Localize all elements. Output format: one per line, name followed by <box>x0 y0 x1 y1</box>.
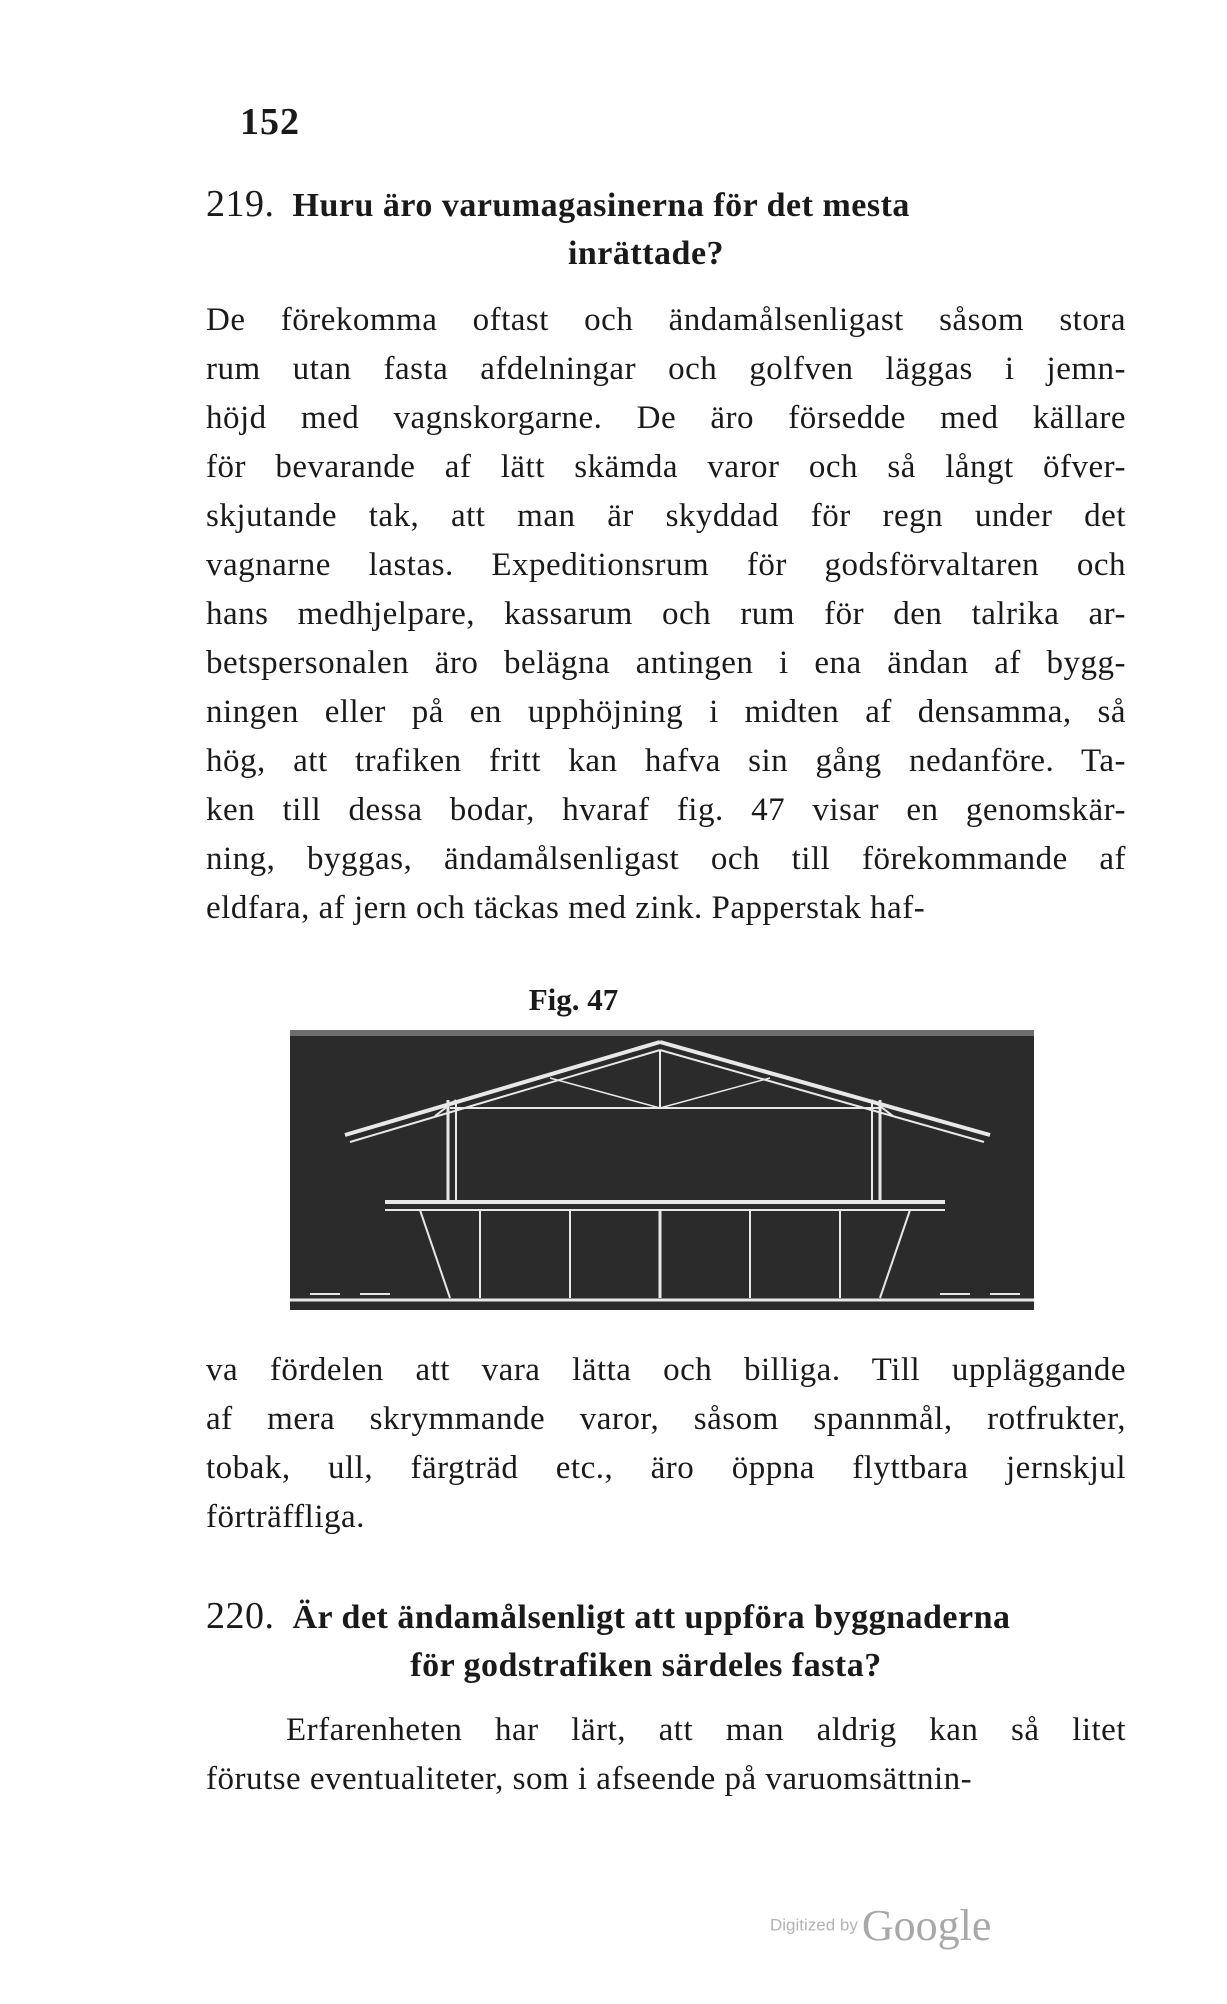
section-220-paragraph <box>206 1706 1126 1804</box>
figure-caption <box>0 982 1227 1018</box>
figure-caption-text: Fig. 47 <box>528 982 619 1017</box>
text-line: förträffliga. <box>206 1499 365 1535</box>
text-line: Erfarenheten har lärt, att man aldrig kan så litet <box>286 1712 1126 1748</box>
text-line: De förekomma oftast och ändamålsenligast såsom stora <box>206 302 1126 338</box>
text-line: vagnarne lastas. Expeditionsrum för godsförvaltaren och <box>206 547 1126 583</box>
text-line: va fördelen att vara lätta och billiga. Till uppläggande <box>206 1352 1126 1388</box>
text-line: höjd med vagnskorgarne. De äro försedde med källare <box>206 400 1126 436</box>
section-219-continuation <box>206 1346 1126 1542</box>
text-line: hans medhjelpare, kassarum och rum för den talrika ar- <box>206 596 1126 632</box>
text-line: skjutande tak, att man är skyddad för regn under det <box>206 498 1126 534</box>
text-line: förutse eventualiteter, som i afseende på varuomsättnin- <box>206 1761 973 1797</box>
section-220-question-line2: för godstrafiken särdeles fasta? <box>410 1647 882 1684</box>
text-line: för bevarande af lätt skämda varor och så långt öfver- <box>206 449 1126 485</box>
section-219-question-line2: inrättade? <box>567 235 725 272</box>
text-line: ning, byggas, ändamålsenligast och till förekommande af <box>206 841 1126 877</box>
figure-47-illustration <box>290 1030 1034 1310</box>
section-220-heading <box>206 1592 1086 1690</box>
text-line: betspersonalen äro belägna antingen i ena ändan af bygg- <box>206 645 1126 681</box>
section-219-question-line1: Huru äro varumagasinerna för det mesta <box>292 187 910 224</box>
digitized-watermark <box>770 1900 991 1951</box>
section-220-number: 220. <box>206 1595 275 1637</box>
page-number: 152 <box>240 101 300 143</box>
figure-top-edge <box>290 1030 1034 1036</box>
figure-background <box>290 1030 1034 1310</box>
google-logo: Google <box>861 1901 992 1950</box>
text-line: eldfara, af jern och täckas med zink. Papperstak haf- <box>206 890 926 926</box>
text-line: hög, att trafiken fritt kan hafva sin gång nedanföre. Ta- <box>206 743 1126 779</box>
section-220-question-line1: Är det ändamålsenligt att uppföra byggnaderna <box>292 1599 1011 1636</box>
section-219-number: 219. <box>206 183 275 225</box>
text-line: ningen eller på en upphöjning i midten af densamma, så <box>206 694 1126 730</box>
section-219-paragraph <box>206 296 1126 933</box>
text-line: ken till dessa bodar, hvaraf fig. 47 visar en genomskär- <box>206 792 1126 828</box>
text-line: tobak, ull, färgträd etc., äro öppna flyttbara jernskjul <box>206 1450 1126 1486</box>
text-line: rum utan fasta afdelningar och golfven läggas i jemn- <box>206 351 1126 387</box>
section-219-heading <box>206 180 1086 278</box>
text-line: af mera skrymmande varor, såsom spannmål, rotfrukter, <box>206 1401 1126 1437</box>
watermark-prefix: Digitized by <box>770 1915 858 1935</box>
